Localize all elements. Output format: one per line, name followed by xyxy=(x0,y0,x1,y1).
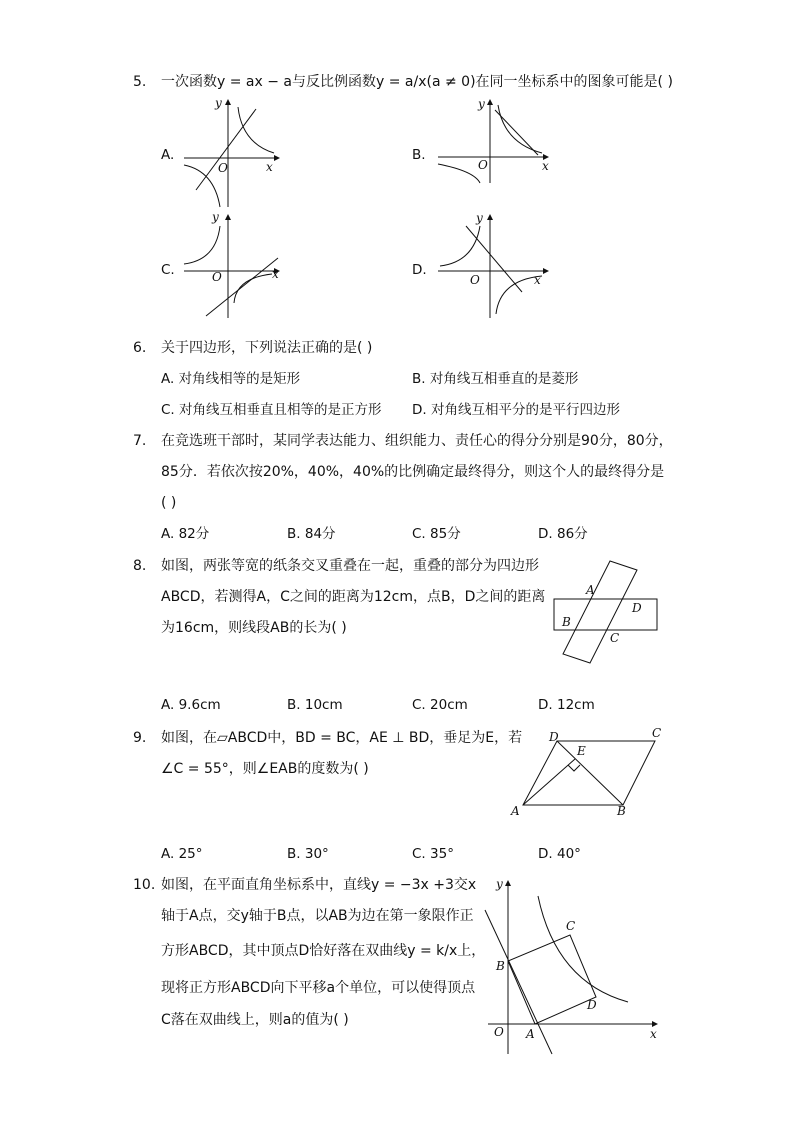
option-label: B. xyxy=(287,697,301,713)
question-number: 5. xyxy=(133,74,147,90)
point-c-label: C xyxy=(610,631,620,645)
question-stem-line: 在竞选班干部时，某同学表达能力、组织能力、责任心的得分分别是90分，80分， xyxy=(161,433,673,449)
paper-strips-figure xyxy=(548,557,663,667)
coordinate-square-figure xyxy=(480,872,670,1062)
option-label: D. xyxy=(538,697,553,713)
question-number: 6. xyxy=(133,340,147,356)
y-label: y xyxy=(478,97,485,111)
option-label: C. xyxy=(412,846,426,862)
graph-b xyxy=(430,95,555,185)
option-d xyxy=(538,525,588,543)
option-d xyxy=(412,401,620,419)
option-d xyxy=(538,845,581,863)
question-stem-line: 85分．若依次按20%，40%，40%的比例确定最终得分，则这个人的最终得分是 xyxy=(161,464,665,480)
parallelogram-figure xyxy=(505,725,670,820)
option-text: 86分 xyxy=(556,526,588,542)
option-text: 对角线互相垂直的是菱形 xyxy=(429,371,579,387)
point-d-label: D xyxy=(632,601,642,615)
option-label: C. xyxy=(161,402,175,418)
option-label: A. xyxy=(161,147,175,163)
option-label: C. xyxy=(161,262,175,278)
option-text: 20cm xyxy=(430,697,468,713)
option-label: D. xyxy=(538,526,553,542)
question-number: 10. xyxy=(133,877,156,893)
graph-d xyxy=(430,208,555,320)
option-label: D. xyxy=(412,402,427,418)
origin-label: O xyxy=(218,161,228,175)
question-number: 7. xyxy=(133,433,147,449)
option-b xyxy=(287,696,343,714)
option-b xyxy=(412,370,578,388)
option-label: C. xyxy=(412,526,426,542)
option-text: 对角线相等的是矩形 xyxy=(178,371,301,387)
option-text: 9.6cm xyxy=(178,697,221,713)
option-a xyxy=(161,845,203,863)
option-label: B. xyxy=(412,371,426,387)
graph-a xyxy=(176,95,286,210)
option-text: 82分 xyxy=(178,526,210,542)
question-stem-line: 现将正方形ABCD向下平移a个单位，可以使得顶点 xyxy=(161,980,476,996)
x-label: x xyxy=(542,159,549,173)
option-a xyxy=(161,370,300,388)
question-stem-line: ( ) xyxy=(161,495,177,511)
option-text: 10cm xyxy=(304,697,343,713)
y-label: y xyxy=(476,211,483,225)
question-stem-line: 方形ABCD，其中顶点D恰好落在双曲线y = k/x上， xyxy=(161,943,486,959)
option-c xyxy=(412,696,468,714)
option-text: 35° xyxy=(430,846,454,862)
question-stem-line: 如图，两张等宽的纸条交叉重叠在一起，重叠的部分为四边形 xyxy=(161,558,539,574)
question-stem-line: C落在双曲线上，则a的值为( ) xyxy=(161,1012,349,1028)
option-text: 30° xyxy=(304,846,329,862)
option-c xyxy=(161,401,382,419)
option-b xyxy=(287,525,336,543)
point-c-label: C xyxy=(652,726,662,740)
question-stem: 一次函数y = ax − a与反比例函数y = a/x(a ≠ 0)在同一坐标系中的图象可能是( ) xyxy=(161,74,673,90)
option-text: 对角线互相平分的是平行四边形 xyxy=(430,402,620,418)
y-label: y xyxy=(496,877,503,891)
point-b-label: B xyxy=(617,804,626,818)
graph-c xyxy=(176,208,286,320)
question-stem-line: 为16cm，则线段AB的长为( ) xyxy=(161,620,347,636)
option-label: A. xyxy=(161,846,175,862)
option-label: A. xyxy=(161,526,175,542)
question-stem-line: ∠C = 55°，则∠EAB的度数为( ) xyxy=(161,761,369,777)
point-a-label: A xyxy=(526,1027,535,1041)
point-a-label: A xyxy=(586,583,595,597)
point-b-label: B xyxy=(496,959,505,973)
option-c xyxy=(412,525,461,543)
question-number: 9. xyxy=(133,730,147,746)
x-label: x xyxy=(650,1027,657,1041)
origin-label: O xyxy=(212,270,222,284)
x-label: x xyxy=(272,267,279,281)
origin-label: O xyxy=(494,1025,504,1039)
question-stem: 关于四边形，下列说法正确的是( ) xyxy=(161,340,373,356)
option-text: 12cm xyxy=(556,697,595,713)
point-a-label: A xyxy=(511,804,520,818)
option-label: D. xyxy=(412,262,427,278)
option-c xyxy=(412,845,454,863)
option-label: D. xyxy=(538,846,553,862)
option-b xyxy=(287,845,329,863)
question-stem-line: 轴于A点，交y轴于B点，以AB为边在第一象限作正 xyxy=(161,908,474,924)
option-label: B. xyxy=(412,147,426,163)
option-a xyxy=(161,525,209,543)
point-d-label: D xyxy=(549,730,559,744)
option-label: A. xyxy=(161,371,175,387)
option-a xyxy=(161,696,221,714)
y-label: y xyxy=(212,210,219,224)
option-label: C. xyxy=(412,697,426,713)
option-text: 40° xyxy=(556,846,581,862)
x-label: x xyxy=(266,160,273,174)
point-c-label: C xyxy=(566,919,576,933)
point-b-label: B xyxy=(562,615,571,629)
option-text: 25° xyxy=(178,846,203,862)
option-label: B. xyxy=(287,526,301,542)
option-d xyxy=(538,696,595,714)
origin-label: O xyxy=(478,158,488,172)
question-stem-line: ABCD，若测得A，C之间的距离为12cm，点B，D之间的距离 xyxy=(161,589,546,605)
option-text: 84分 xyxy=(304,526,336,542)
question-stem-line: 如图，在▱ABCD中，BD = BC，AE ⊥ BD，垂足为E，若 xyxy=(161,730,523,746)
question-number: 8. xyxy=(133,558,147,574)
option-text: 85分 xyxy=(430,526,461,542)
question-stem-line: 如图，在平面直角坐标系中，直线y = −3x +3交x xyxy=(161,877,477,893)
option-text: 对角线互相垂直且相等的是正方形 xyxy=(179,402,382,418)
point-e-label: E xyxy=(577,744,586,758)
point-d-label: D xyxy=(587,998,597,1012)
option-label: A. xyxy=(161,697,175,713)
y-label: y xyxy=(215,96,222,110)
x-label: x xyxy=(534,273,541,287)
origin-label: O xyxy=(470,273,480,287)
option-label: B. xyxy=(287,846,301,862)
